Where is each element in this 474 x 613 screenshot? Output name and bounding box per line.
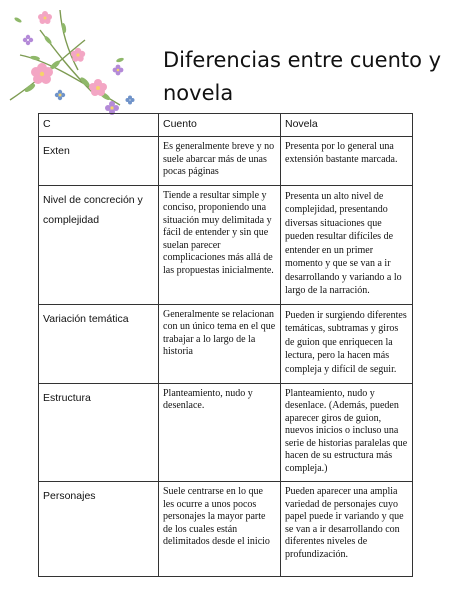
table-row (39, 482, 413, 577)
cuento-cell: Planteamiento, nudo y desenlace. (159, 383, 281, 482)
header-cuento: Cuento (159, 114, 281, 137)
cuento-cell: Es generalmente breve y no suele abarcar más de unas pocas páginas (159, 137, 281, 186)
table-row (39, 137, 413, 186)
novela-cell: Presenta por lo general una extensión bastante marcada. (281, 137, 413, 186)
novela-cell: Pueden ir surgiendo diferentes temáticas, subtramas y giros de guion que enriquecen la lectura, pero la hacen más compleja y difícil de seguir. (281, 304, 413, 383)
row-label: Exten (39, 137, 159, 186)
cuento-cell: Tiende a resultar simple y conciso, proponiendo una situación muy delimitada y fácil de entender y sin que suelan parecer complicaciones más allá de las propuestas inicialmente. (159, 185, 281, 304)
table-row (39, 383, 413, 482)
row-label: Personajes (39, 482, 159, 577)
novela-cell: Presenta un alto nivel de complejidad, presentando diversas situaciones que pueden resultar difíciles de entender en un primer momento y que se van a ir desarrollando y variando a lo largo de la narración. (281, 185, 413, 304)
header-criterion: C (39, 114, 159, 137)
cuento-cell: Suele centrarse en lo que les ocurre a unos pocos personajes la mayor parte de los cuales están delimitados desde el inicio (159, 482, 281, 577)
novela-cell: Planteamiento, nudo y desenlace. (Además, pueden aparecer giros de guion, nuevos inicios o incluso una serie de historias paralelas que hacen de su estructura más compleja.) (281, 383, 413, 482)
row-label: Variación temática (39, 304, 159, 383)
header-novela: Novela (281, 114, 413, 137)
row-label: Estructura (39, 383, 159, 482)
novela-cell: Pueden aparecer una amplia variedad de personajes cuyo papel puede ir variando y que se van a ir desarrollando con diferentes niveles de profundización. (281, 482, 413, 577)
table-row (39, 304, 413, 383)
row-label: Nivel de concreción y complejidad (39, 185, 159, 304)
page-title: Diferencias entre cuento y novela (163, 48, 442, 105)
table-row (39, 185, 413, 304)
cuento-cell: Generalmente se relacionan con un único tema en el que trabajar a lo largo de la historia (159, 304, 281, 383)
comparison-table (38, 113, 413, 577)
table-header-row (39, 114, 413, 137)
